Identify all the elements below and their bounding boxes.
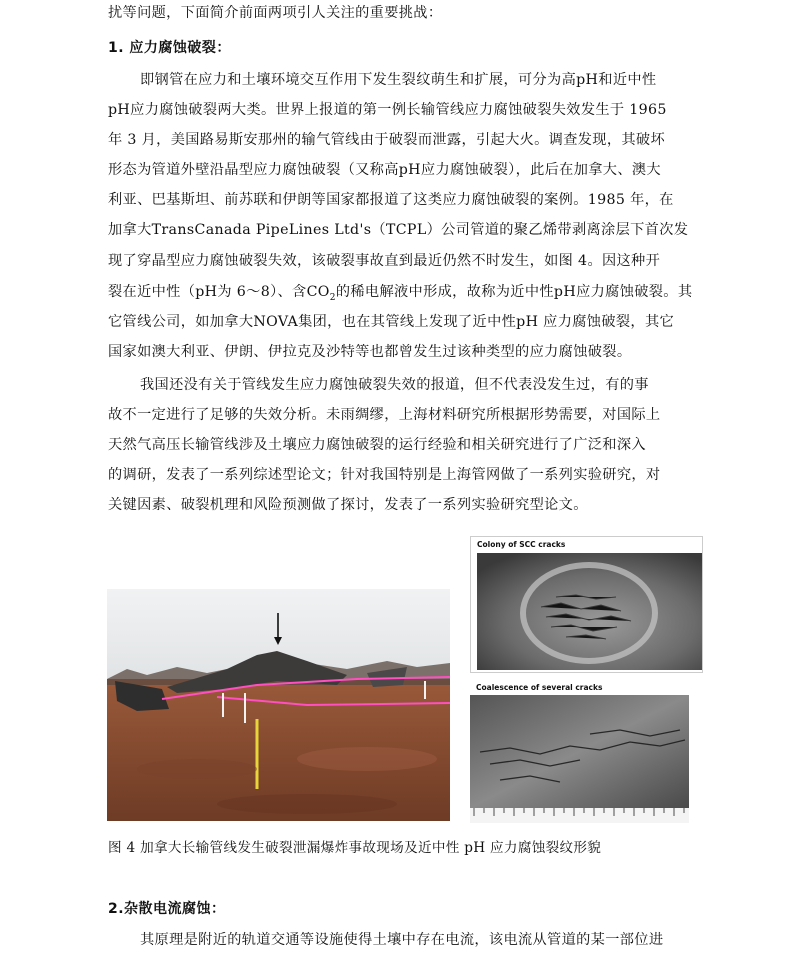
text-segment: 的稀电解液中形成，故称为近中性pH应力腐蚀破裂。其 bbox=[335, 284, 693, 300]
text-line: 故不一定进行了足够的失效分析。未雨绸缪，上海材料研究所根据形势需要，对国际上 bbox=[108, 407, 661, 423]
text-line: 其原理是附近的轨道交通等设施使得土壤中存在电流，该电流从管道的某一部位进 bbox=[140, 932, 664, 948]
text-line: 加拿大TransCanada PipeLines Ltd's（TCPL）公司管道的聚乙烯带剥离涂层下首次发 bbox=[108, 222, 689, 238]
text-line: 扰等问题，下面简介前面两项引人关注的重要挑战： bbox=[108, 5, 443, 21]
text-line: 国家如澳大利亚、伊朗、伊拉克及沙特等也都曾发生过该种类型的应力腐蚀破裂。 bbox=[108, 344, 632, 360]
photo-label: Colony of SCC cracks bbox=[477, 540, 566, 549]
text-line: 即钢管在应力和土壤环境交互作用下发生裂纹萌生和扩展，可分为高pH和近中性 bbox=[140, 72, 657, 88]
text-line: pH应力腐蚀破裂两大类。世界上报道的第一例长输管线应力腐蚀破裂失效发生于 1965 bbox=[108, 102, 667, 118]
text-line: 它管线公司，如加拿大NOVA集团，也在其管线上发现了近中性pH 应力腐蚀破裂，其它 bbox=[108, 314, 675, 330]
text-line: 我国还没有关于管线发生应力腐蚀破裂失效的报道，但不代表没发生过，有的事 bbox=[140, 377, 649, 393]
scc-colony-photo bbox=[470, 536, 703, 673]
section-heading-1: 1. 应力腐蚀破裂： bbox=[108, 40, 231, 56]
subscript: 2 bbox=[329, 292, 336, 303]
text-line: 形态为管道外壁沿晶型应力腐蚀破裂（又称高pH应力腐蚀破裂），此后在加拿大、澳大 bbox=[108, 162, 661, 178]
crack-coalescence-photo bbox=[470, 680, 689, 823]
text-line: 现了穿晶型应力腐蚀破裂失效，该破裂事故直到最近仍然不时发生，如图 4。因这种开 bbox=[108, 253, 661, 269]
text-line: 天然气高压长输管线涉及土壤应力腐蚀破裂的运行经验和相关研究进行了广泛和深入 bbox=[108, 437, 646, 453]
text-line: 关键因素、破裂机理和风险预测做了探讨，发表了一系列实验研究型论文。 bbox=[108, 497, 588, 513]
text-segment: 裂在近中性（pH为 6～8）、含CO bbox=[108, 284, 330, 300]
figure-caption: 图 4 加拿大长输管线发生破裂泄漏爆炸事故现场及近中性 pH 应力腐蚀裂纹形貌 bbox=[108, 840, 602, 856]
photo-label: Coalescence of several cracks bbox=[476, 683, 603, 692]
text-line: 利亚、巴基斯坦、前苏联和伊朗等国家都报道了这类应力腐蚀破裂的案例。1985 年，在 bbox=[108, 192, 674, 208]
section-heading-2: 2.杂散电流腐蚀： bbox=[108, 901, 226, 917]
text-line: 年 3 月，美国路易斯安那州的输气管线由于破裂而泄露，引起大火。调查发现，其破坏 bbox=[108, 132, 665, 148]
text-line bbox=[108, 283, 692, 307]
text-line: 的调研，发表了一系列综述型论文；针对我国特别是上海管网做了一系列实验研究，对 bbox=[108, 467, 661, 483]
rupture-site-photo bbox=[107, 589, 450, 821]
